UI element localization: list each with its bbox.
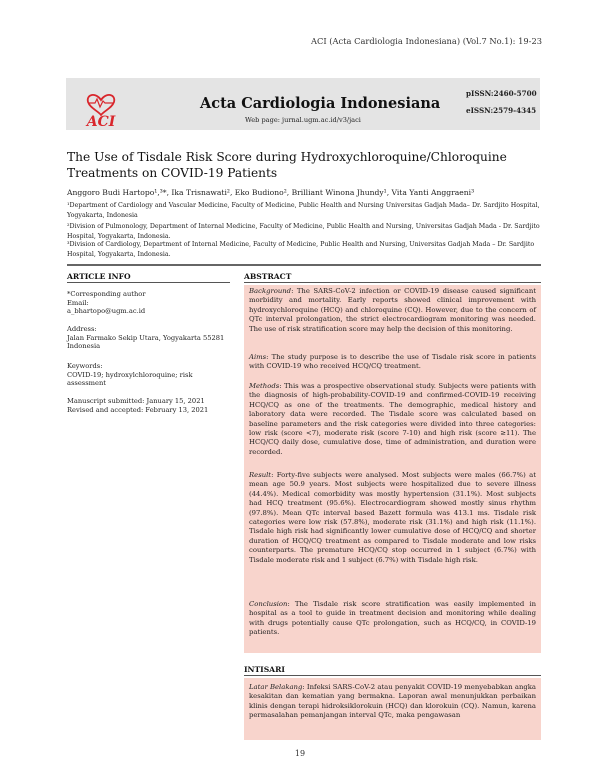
affiliation: ³Division of Cardiology, Department of Internal Medicine, Faculty of Medicine, Public Health and Nursing, Universitas Gadjah Mada – Dr. Sardjito Hospital, Yogyakarta, Indonesia. <box>67 241 535 258</box>
intisari-paragraph <box>249 683 536 721</box>
logo-text: ACI <box>86 114 116 128</box>
running-header: ACI (Acta Cardiologia Indonesiana) (Vol.7 No.1): 19-23 <box>311 36 542 46</box>
abstract-conclusion <box>249 600 536 638</box>
page-number: 19 <box>294 749 306 758</box>
abstract-aims <box>249 353 536 372</box>
journal-name: Acta Cardiologia Indonesiana <box>200 95 441 112</box>
keywords-block <box>67 362 227 388</box>
intisari-underline <box>244 675 541 676</box>
corresponding-author-label: *Corresponding author <box>67 290 146 298</box>
address-block <box>67 325 227 351</box>
methods-text: : This was a prospective observational study. Subjects were patients with the diagnosis of high-probability-COVID-19 and confirmed-COVID-19 receiving HCQ/CQ as one of the treatments. The demographic, medical history and laboratory data were recorded. The Tisdale score was calculated based on baseline parameters and the risk categories were divided into three categories: low risk (score <7), moderate risk (score 7-10) and high risk (score ≥11). The HCQ/CQ daily dose, cumulative dose, time of administration, and duration were recorded. <box>249 382 536 456</box>
pissn: pISSN:2460-5700 <box>466 89 537 98</box>
intisari-text: : Infeksi SARS-CoV-2 atau penyakit COVID-19 menyebabkan angka kesakitan dan kematian yang bermakna. Laporan awal menunjukkan perbaikan klinis dengan terapi hidroksiklorokuin (HCQ) dan klorokuin (CQ). Namun, karena permasalahan pemanjangan interval QTc, maka pengawasan <box>249 683 536 720</box>
abstract-heading: ABSTRACT <box>244 272 292 281</box>
abstract-box <box>244 285 541 653</box>
revised-date: Revised and accepted: February 13, 2021 <box>67 405 209 414</box>
conclusion-text: : The Tisdale risk score stratification was easily implemented in hospital as a tool to guide in treatment decision and monitoring while dealing with drugs potentially cause QTc prolongation, such as HCQ/CQ, in COVID-19 patients. <box>249 600 536 637</box>
eissn: eISSN:2579-4345 <box>466 106 537 115</box>
header-divider <box>67 264 541 266</box>
abstract-result <box>249 471 536 565</box>
aims-text: : The study purpose is to describe the use of Tisdale risk score in patients with COVID-19 who received HCQ/CQ treatment. <box>249 353 536 371</box>
latar-belakang-label: Latar Belakang <box>249 683 303 691</box>
journal-logo <box>78 80 124 128</box>
methods-label: Methods <box>249 382 280 390</box>
address-label: Address: <box>67 325 97 333</box>
aims-label: Aims <box>249 353 267 361</box>
article-title <box>67 149 537 181</box>
abstract-background <box>249 287 536 334</box>
article-title-line: The Use of Tisdale Risk Score during Hydroxychloroquine/Chloroquine <box>67 150 507 164</box>
journal-web-page: Web page: jurnal.ugm.ac.id/v3/jaci <box>245 116 361 124</box>
affiliation: ¹Department of Cardiology and Vascular Medicine, Faculty of Medicine, Public Health and Nursing Universitas Gadjah Mada– Dr. Sardjito Hospital, Yogyakarta, Indonesia <box>67 202 540 219</box>
result-text: : Forty-five subjects were analysed. Most subjects were males (66.7%) at mean age 50.9 years. Most subjects were hospitalized due to severe illness (44.4%). Medical comorbidity was mostly hypertension (31.1%). Most subjects had HCQ treatment (95.6%). Electrocardiogram showed mostly sinus rhythm (97.8%). Mean QTc interval based Bazett formula was 413.1 ms. Tisdale risk categories were low risk (57.8%), moderate risk (31.1%) and high risk (11.1%). Tisdale high risk had significantly lower cumulative dose of HCQ/CQ and shorter duration of HCQ/CQ treatment as compared to Tisdale moderate and low risks counterparts. The premature HCQ/CQ stop occurred in 1 subject (6.7%) with Tisdale moderate risk and 1 subject (6.7%) with Tisdale high risk. <box>249 471 536 564</box>
article-info-details <box>67 290 227 316</box>
keywords-value: COVID-19; hydroxylchloroquine; risk assessment <box>67 370 193 388</box>
author-list: Anggoro Budi Hartopo¹,³*, Ika Trisnawati², Eko Budiono², Brilliant Winona Jhundy¹, Vita Yanti Anggraeni³ <box>67 188 475 197</box>
affiliation: ²Division of Pulmonology, Department of Internal Medicine, Faculty of Medicine, Public Health and Nursing, Universitas Gadjah Mada - Dr. Sardjito Hospital, Yogyakarta, Indonesia. <box>67 223 540 240</box>
conclusion-label: Conclusion <box>249 600 288 608</box>
background-label: Background <box>249 287 292 295</box>
address-value: Jalan Farmako Sekip Utara, Yogyakarta 55281 Indonesia <box>67 333 225 351</box>
keywords-label: Keywords: <box>67 362 103 370</box>
article-info-heading: ARTICLE INFO <box>67 272 131 281</box>
article-info-underline <box>67 282 230 283</box>
abstract-underline <box>244 282 541 283</box>
email-value: a_bhartopo@ugm.ac.id <box>67 307 146 316</box>
article-title-line: Treatments on COVID-19 Patients <box>67 166 278 180</box>
abstract-methods <box>249 382 536 457</box>
email-label: Email: <box>67 298 89 307</box>
intisari-heading: INTISARI <box>244 665 285 674</box>
result-label: Result <box>249 471 272 479</box>
background-text: : The SARS-CoV-2 infection or COVID-19 disease caused significant morbidity and mortality. Early reports showed clinical improvement with hydroxychloroquine (HCQ) and chloroquine (CQ). However, due to the concern of QTc interval prolongation, the strict electrocardiogram monitoring was needed. The use of risk stratification score may help the decision of this monitoring. <box>249 287 536 333</box>
manuscript-dates <box>67 397 227 414</box>
submitted-date: Manuscript submitted: January 15, 2021 <box>67 397 205 405</box>
